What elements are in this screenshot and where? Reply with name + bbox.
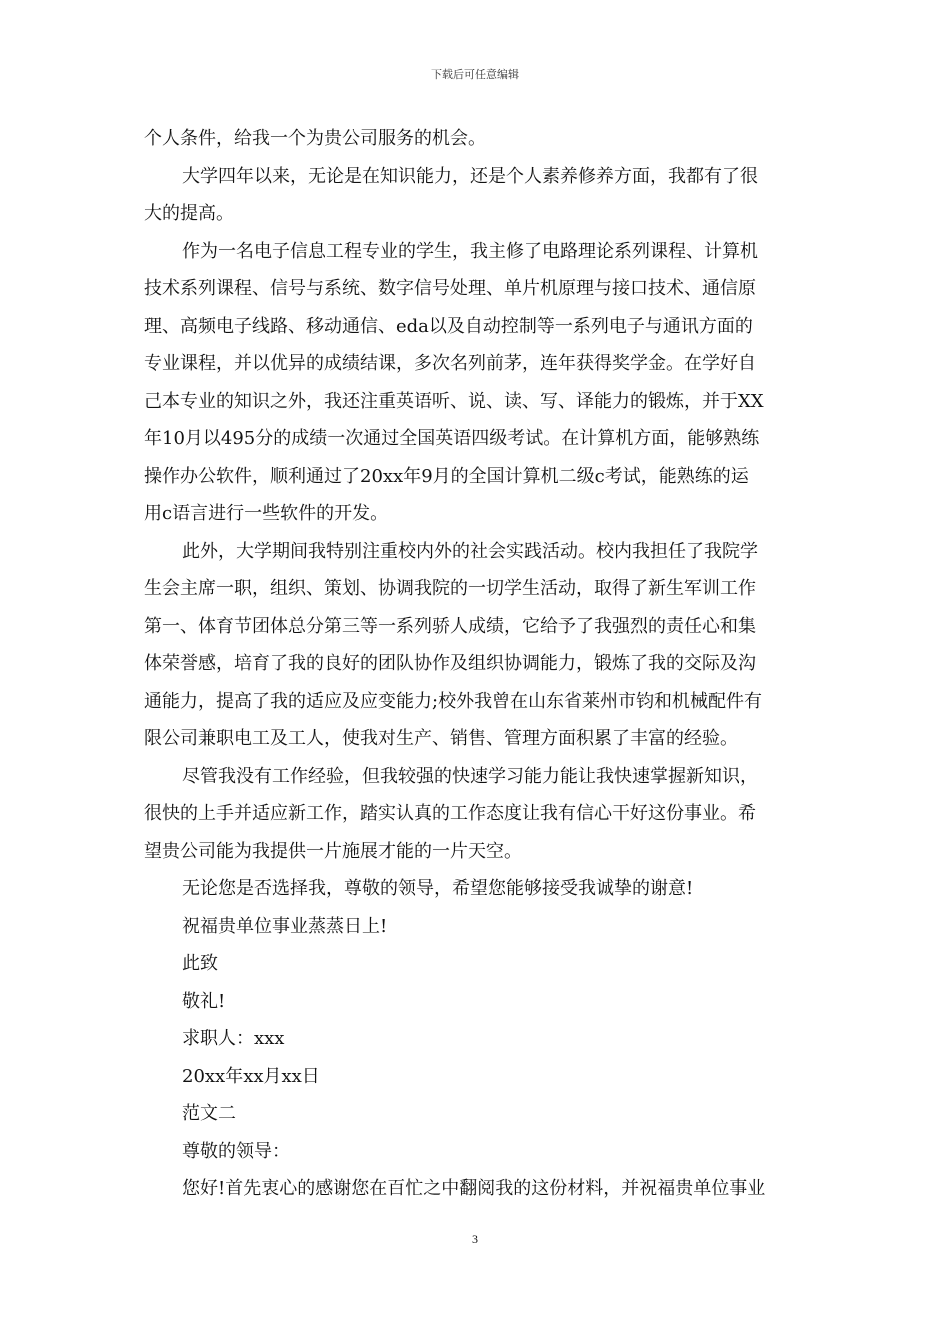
text-line: 专业课程，并以优异的成绩结课，多次名列前茅，连年获得奖学金。在学好自 bbox=[144, 353, 756, 374]
text-line: 限公司兼职电工及工人，使我对生产、销售、管理方面积累了丰富的经验。 bbox=[144, 728, 738, 749]
text-line: 体荣誉感，培育了我的良好的团队协作及组织协调能力，锻炼了我的交际及沟 bbox=[144, 653, 756, 674]
document-body bbox=[144, 120, 808, 1208]
page-header: 下载后可任意编辑 bbox=[431, 68, 519, 81]
text-line: 尊敬的领导： bbox=[182, 1140, 290, 1162]
text-line: 生会主席一职，组织、策划、协调我院的一切学生活动，取得了新生军训工作 bbox=[144, 578, 756, 599]
text-line: 用c语言进行一些软件的开发。 bbox=[144, 503, 389, 524]
text-line: 大的提高。 bbox=[144, 203, 234, 224]
text-line: 第一、体育节团体总分第三等一系列骄人成绩，它给予了我强烈的责任心和集 bbox=[144, 615, 756, 637]
text-line: 望贵公司能为我提供一片施展才能的一片天空。 bbox=[144, 840, 522, 862]
text-line: 操作办公软件，顺利通过了20xx年9月的全国计算机二级c考试，能熟练的运 bbox=[144, 465, 749, 487]
text-line: 祝福贵单位事业蒸蒸日上! bbox=[182, 915, 388, 937]
text-line: 尽管我没有工作经验，但我较强的快速学习能力能让我快速掌握新知识， bbox=[182, 765, 758, 787]
text-line: 此外，大学期间我特别注重校内外的社会实践活动。校内我担任了我院学 bbox=[182, 540, 758, 562]
text-line: 个人条件，给我一个为贵公司服务的机会。 bbox=[144, 128, 486, 149]
text-line: 范文二 bbox=[182, 1103, 236, 1124]
text-line: 年10月以495分的成绩一次通过全国英语四级考试。在计算机方面，能够熟练 bbox=[144, 428, 760, 449]
text-line: 技术系列课程、信号与系统、数字信号处理、单片机原理与接口技术、通信原 bbox=[144, 278, 756, 299]
text-line: 20xx年xx月xx日 bbox=[182, 1065, 320, 1087]
text-line: 您好!首先衷心的感谢您在百忙之中翻阅我的这份材料，并祝福贵单位事业 bbox=[182, 1178, 766, 1199]
text-line: 此致 bbox=[182, 953, 218, 974]
text-line: 大学四年以来，无论是在知识能力，还是个人素养修养方面，我都有了很 bbox=[182, 165, 758, 187]
text-line: 己本专业的知识之外，我还注重英语听、说、读、写、译能力的锻炼，并于XX bbox=[144, 390, 764, 412]
text-line: 求职人：xxx bbox=[182, 1028, 285, 1049]
text-line: 通能力，提高了我的适应及应变能力;校外我曾在山东省莱州市钧和机械配件有 bbox=[144, 690, 763, 712]
text-line: 敬礼! bbox=[182, 990, 226, 1012]
text-line: 理、高频电子线路、移动通信、eda以及自动控制等一系列电子与通讯方面的 bbox=[144, 315, 753, 337]
page-number: 3 bbox=[472, 1232, 478, 1246]
text-line: 无论您是否选择我，尊敬的领导，希望您能够接受我诚挚的谢意! bbox=[182, 878, 694, 899]
text-line: 作为一名电子信息工程专业的学生，我主修了电路理论系列课程、计算机 bbox=[182, 240, 758, 262]
text-line: 很快的上手并适应新工作，踏实认真的工作态度让我有信心干好这份事业。希 bbox=[144, 803, 756, 824]
